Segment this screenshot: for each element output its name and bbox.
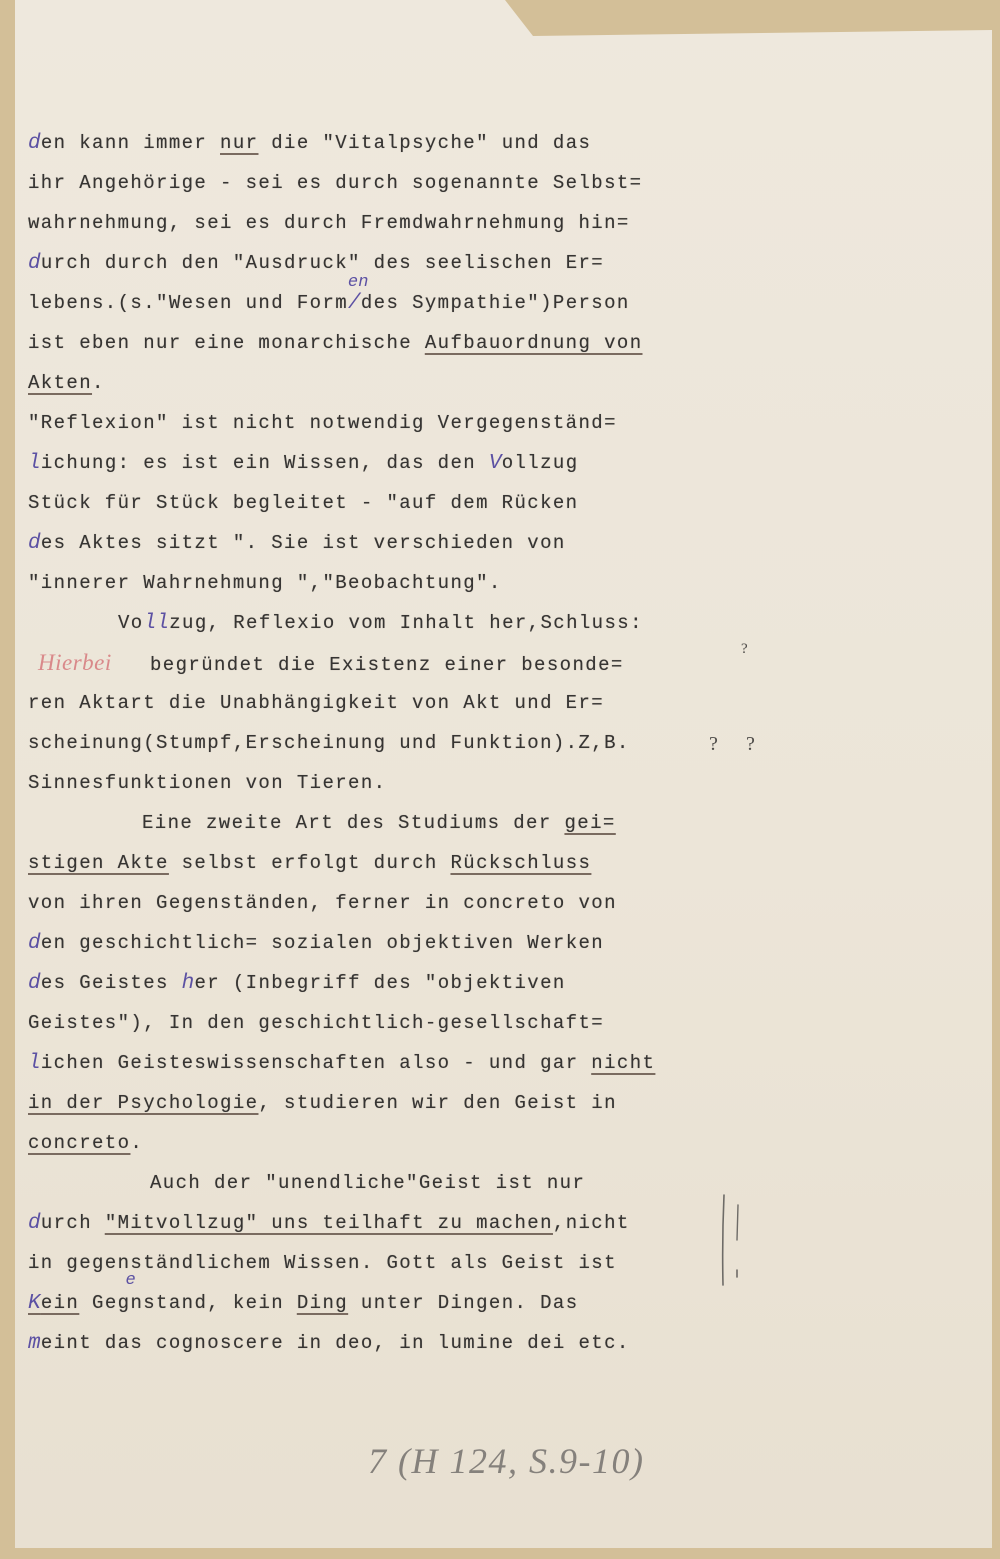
handwritten-correction: ll [143,612,170,635]
underlined-text: concreto [28,1132,131,1154]
typed-text: des Sympathie")Person [360,292,630,314]
typed-text: ollzug [501,452,579,474]
text-line [28,1323,655,1363]
typed-text: Eine zweite Art des Studiums der [142,812,565,834]
typed-text: unter Dingen. Das [348,1292,579,1314]
typed-text: Geg [79,1292,131,1314]
typed-text: es Geistes [40,972,182,994]
handwritten-correction: d [28,932,41,955]
handwritten-insertion-mark: / [348,292,361,315]
underlined-text: "Mitvollzug" uns teilhaft zu machen [104,1212,553,1234]
typed-text: ren Aktart die Unabhängigkeit von Akt und Er= [28,692,605,714]
handwritten-correction: V [488,452,502,475]
text-line [28,563,655,603]
handwritten-insertion: en [347,273,369,292]
text-line [28,273,655,323]
underlined-text: Ding [296,1292,349,1314]
typed-text: zug, Reflexio vom Inhalt her,Schluss: [169,612,643,634]
typed-text: , studieren wir den Geist in [258,1092,617,1114]
text-line [28,243,655,283]
typed-text: . [92,372,105,394]
text-line [28,483,655,523]
handwritten-correction: h [181,972,195,995]
typed-text: eint das cognoscere in deo, in lumine dei etc. [40,1332,630,1354]
typed-text: die "Vitalpsyche" und das [258,132,592,154]
text-line [28,683,655,723]
typed-text: es Aktes sitzt ". Sie ist verschieden von [40,532,566,554]
text-line [28,923,655,963]
handwritten-correction: d [28,252,41,275]
text-line [28,123,655,163]
text-line [28,203,655,243]
typed-text: urch durch den "Ausdruck" des seelischen Er= [40,252,605,274]
typed-text: ichen Geisteswissenschaften also - und gar [40,1052,592,1074]
typed-text: urch [40,1212,105,1234]
underlined-text: gei= [564,812,616,834]
typed-text: begründet die Existenz einer besonde= [150,654,624,676]
typed-text: Geistes"), In den geschichtlich-gesellschaft= [28,1012,605,1034]
margin-question-mark: ? [709,733,718,755]
handwritten-correction: K [28,1292,41,1315]
typed-text: en geschichtlich= sozialen objektiven Werken [40,932,605,954]
underlined-text: Rückschluss [450,852,592,874]
typed-text: "innerer Wahrnehmung ","Beobachtung". [28,572,502,594]
typed-text: er (Inbegriff des "objektiven [194,972,566,994]
typed-text: "Reflexion" ist nicht notwendig Vergegenständ= [28,412,617,434]
typed-text: Sinnesfunktionen von Tieren. [28,772,387,794]
handwritten-correction: d [28,132,41,155]
text-line [28,443,655,483]
typed-text: Stück für Stück begleitet - "auf dem Rücken [28,492,579,514]
text-line [28,1271,655,1323]
typed-text: scheinung(Stumpf,Erscheinung und Funktion).Z,B. [28,732,630,754]
typed-text: selbst erfolgt durch [168,852,451,874]
archive-reference-note: 7 (H 124, S.9-10) [368,1441,645,1481]
handwritten-correction: d [28,972,41,995]
margin-vertical-stroke [737,1205,738,1240]
text-line [28,1083,655,1123]
text-line [28,363,655,403]
text-line [28,403,655,443]
handwritten-correction: m [28,1332,41,1355]
underlined-text: Aufbauordnung von [424,332,643,354]
text-line [28,1123,655,1163]
text-line [28,723,655,763]
typed-text: in gegenständlichem Wissen. Gott als Geist ist [28,1252,617,1274]
text-line [28,523,655,563]
typed-text: . [130,1132,144,1154]
margin-question-mark: ? [746,733,755,755]
typed-text: wahrnehmung, sei es durch Fremdwahrnehmung hin= [28,212,630,234]
typed-text: ist eben nur eine monarchische [28,332,425,354]
handwritten-note: Hierbei [38,650,112,675]
underlined-text: Akten [28,372,93,394]
text-line [28,163,655,203]
handwritten-correction: d [28,1212,41,1235]
typed-text: ichung: es ist ein Wissen, das den [40,452,489,474]
typed-text: von ihren Gegenständen, ferner in concreto von [28,892,617,914]
text-line [28,803,655,843]
text-line [28,1203,655,1243]
typescript-body [28,123,655,1363]
text-line [28,1043,655,1083]
margin-vertical-stroke [723,1195,724,1285]
text-line [28,1163,655,1203]
underlined-text: nicht [591,1052,656,1074]
typed-text: ,nicht [552,1212,630,1234]
text-line [28,643,655,683]
text-line [28,763,655,803]
margin-pencil-strokes [700,1180,760,1300]
handwritten-correction: d [28,532,41,555]
text-line [28,883,655,923]
underlined-text: in der Psychologie [28,1092,259,1114]
typed-text: nstand, kein [130,1292,297,1314]
text-line [28,1243,655,1283]
text-line [28,1003,655,1043]
handwritten-correction: l [28,452,41,475]
handwritten-correction: l [28,1052,41,1075]
typed-text: lebens.(s."Wesen und Form [28,292,349,314]
text-line [28,323,655,363]
handwritten-insertion: e [125,1271,136,1290]
typed-text: Vo [118,612,144,634]
underlined-text: stigen Akte [28,852,169,874]
text-line [28,603,655,643]
margin-question-mark: ? [741,641,748,657]
typed-text: en kann immer [40,132,221,154]
typed-text: Auch der "unendliche"Geist ist nur [150,1172,586,1194]
text-line [28,843,655,883]
typed-text: ihr Angehörige - sei es durch sogenannte Selbst= [28,172,643,194]
text-line [28,963,655,1003]
underlined-text: ein [40,1292,80,1314]
underlined-text: nur [220,132,259,154]
